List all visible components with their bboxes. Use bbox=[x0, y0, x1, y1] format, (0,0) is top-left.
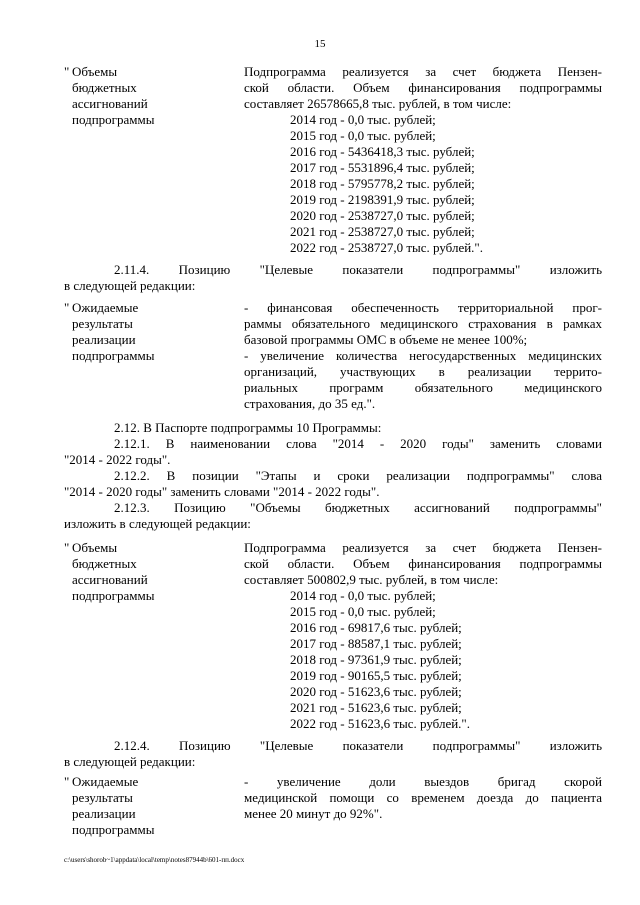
page-number: 15 bbox=[314, 38, 326, 50]
results-label-1 bbox=[64, 300, 244, 412]
paragraph-2-12: 2.12. В Паспорте подпрограммы 10 Программы: bbox=[114, 420, 382, 435]
intro-line: составляет 500802,9 тыс. рублей, в том числе: bbox=[244, 572, 499, 587]
label-line: результаты bbox=[72, 316, 133, 331]
text-line: риальных программ обязательного медицинского bbox=[244, 380, 602, 395]
open-quote: " bbox=[64, 774, 70, 789]
label-line: Объемы bbox=[72, 64, 118, 79]
budget-text-1 bbox=[244, 64, 602, 256]
year-item: 2020 год - 2538727,0 тыс. рублей; bbox=[290, 208, 475, 223]
year-item: 2016 год - 5436418,3 тыс. рублей; bbox=[290, 144, 475, 159]
year-item: 2022 год - 2538727,0 тыс. рублей.". bbox=[290, 240, 483, 255]
label-line: подпрограммы bbox=[72, 588, 155, 603]
label-line: ассигнований bbox=[72, 572, 148, 587]
results-text-2 bbox=[244, 774, 602, 838]
paragraph-2-12-2: 2.12.2. В позиции "Этапы и сроки реализации подпрограммы" слова bbox=[114, 468, 602, 483]
year-item: 2021 год - 2538727,0 тыс. рублей; bbox=[290, 224, 475, 239]
paragraph-2-12-4 bbox=[64, 738, 602, 770]
label-line: подпрограммы bbox=[72, 112, 155, 127]
label-line: подпрограммы bbox=[72, 822, 155, 837]
label-line: реализации bbox=[72, 806, 136, 821]
label-line: Объемы bbox=[72, 540, 118, 555]
intro-line: Подпрограмма реализуется за счет бюджета Пензен- bbox=[244, 64, 602, 79]
budget-text-2 bbox=[244, 540, 602, 732]
text-line: раммы обязательного медицинского страхования в рамках bbox=[244, 316, 602, 331]
results-label-2 bbox=[64, 774, 244, 838]
text-line: базовой программы ОМС в объеме не менее 100%; bbox=[244, 332, 528, 347]
year-item: 2022 год - 51623,6 тыс. рублей.". bbox=[290, 716, 470, 731]
label-line: Ожидаемые bbox=[72, 774, 139, 789]
results-table-1 bbox=[64, 300, 602, 412]
results-text-1 bbox=[244, 300, 602, 412]
label-line: ассигнований bbox=[72, 96, 148, 111]
paragraph-line: 2.11.4. Позицию "Целевые показатели подпрограммы" изложить bbox=[114, 262, 602, 277]
intro-line: ской области. Объем финансирования подпрограммы bbox=[244, 556, 602, 571]
year-item: 2019 год - 2198391,9 тыс. рублей; bbox=[290, 192, 475, 207]
open-quote: " bbox=[64, 64, 70, 79]
year-item: 2014 год - 0,0 тыс. рублей; bbox=[290, 588, 436, 603]
text-line: - финансовая обеспеченность территориальной прог- bbox=[244, 300, 602, 315]
results-table-2 bbox=[64, 774, 602, 838]
year-item: 2017 год - 88587,1 тыс. рублей; bbox=[290, 636, 462, 651]
label-line: бюджетных bbox=[72, 556, 137, 571]
year-item: 2015 год - 0,0 тыс. рублей; bbox=[290, 604, 436, 619]
year-item: 2020 год - 51623,6 тыс. рублей; bbox=[290, 684, 462, 699]
paragraph-2-12-1: 2.12.1. В наименовании слова "2014 - 2020 годы" заменить словами bbox=[114, 436, 602, 451]
year-item: 2021 год - 51623,6 тыс. рублей; bbox=[290, 700, 462, 715]
budget-table-1 bbox=[64, 64, 602, 256]
text-line: - увеличение доли выездов бригад скорой bbox=[244, 774, 602, 789]
file-path-footer: c:\users\shorob~1\appdata\local\temp\notes87944b\601-пп.docx bbox=[64, 856, 245, 864]
year-item: 2017 год - 5531896,4 тыс. рублей; bbox=[290, 160, 475, 175]
intro-line: составляет 26578665,8 тыс. рублей, в том числе: bbox=[244, 96, 512, 111]
intro-line: Подпрограмма реализуется за счет бюджета Пензен- bbox=[244, 540, 602, 555]
paragraph-line: "2014 - 2020 годы" заменить словами "2014 - 2022 годы". bbox=[64, 484, 380, 499]
year-item: 2018 год - 5795778,2 тыс. рублей; bbox=[290, 176, 475, 191]
text-line: - увеличение количества негосударственных медицинских bbox=[244, 348, 602, 363]
text-line: страхования, до 35 ед.". bbox=[244, 396, 376, 411]
text-line: организаций, участвующих в реализации террито- bbox=[244, 364, 602, 379]
paragraph-line: в следующей редакции: bbox=[64, 754, 196, 769]
open-quote: " bbox=[64, 540, 70, 555]
year-list-1 bbox=[244, 112, 602, 256]
year-item: 2018 год - 97361,9 тыс. рублей; bbox=[290, 652, 462, 667]
paragraph-line: в следующей редакции: bbox=[64, 278, 196, 293]
label-line: реализации bbox=[72, 332, 136, 347]
paragraph-2-12-group bbox=[64, 420, 602, 532]
intro-line: ской области. Объем финансирования подпрограммы bbox=[244, 80, 602, 95]
budget-label-2 bbox=[64, 540, 244, 732]
paragraph-line: 2.12.4. Позицию "Целевые показатели подпрограммы" изложить bbox=[114, 738, 602, 753]
paragraph-2-11-4 bbox=[64, 262, 602, 294]
open-quote: " bbox=[64, 300, 70, 315]
year-list-2 bbox=[244, 588, 602, 732]
label-line: Ожидаемые bbox=[72, 300, 139, 315]
year-item: 2014 год - 0,0 тыс. рублей; bbox=[290, 112, 436, 127]
paragraph-2-12-3: 2.12.3. Позицию "Объемы бюджетных ассигнований подпрограммы" bbox=[114, 500, 602, 515]
text-line: медицинской помощи со временем доезда до пациента bbox=[244, 790, 602, 805]
year-item: 2015 год - 0,0 тыс. рублей; bbox=[290, 128, 436, 143]
year-item: 2016 год - 69817,6 тыс. рублей; bbox=[290, 620, 462, 635]
budget-table-2 bbox=[64, 540, 602, 732]
label-line: подпрограммы bbox=[72, 348, 155, 363]
text-line: менее 20 минут до 92%". bbox=[244, 806, 383, 821]
label-line: результаты bbox=[72, 790, 133, 805]
budget-label-1 bbox=[64, 64, 244, 256]
paragraph-line: "2014 - 2022 годы". bbox=[64, 452, 171, 467]
paragraph-line: изложить в следующей редакции: bbox=[64, 516, 251, 531]
year-item: 2019 год - 90165,5 тыс. рублей; bbox=[290, 668, 462, 683]
label-line: бюджетных bbox=[72, 80, 137, 95]
